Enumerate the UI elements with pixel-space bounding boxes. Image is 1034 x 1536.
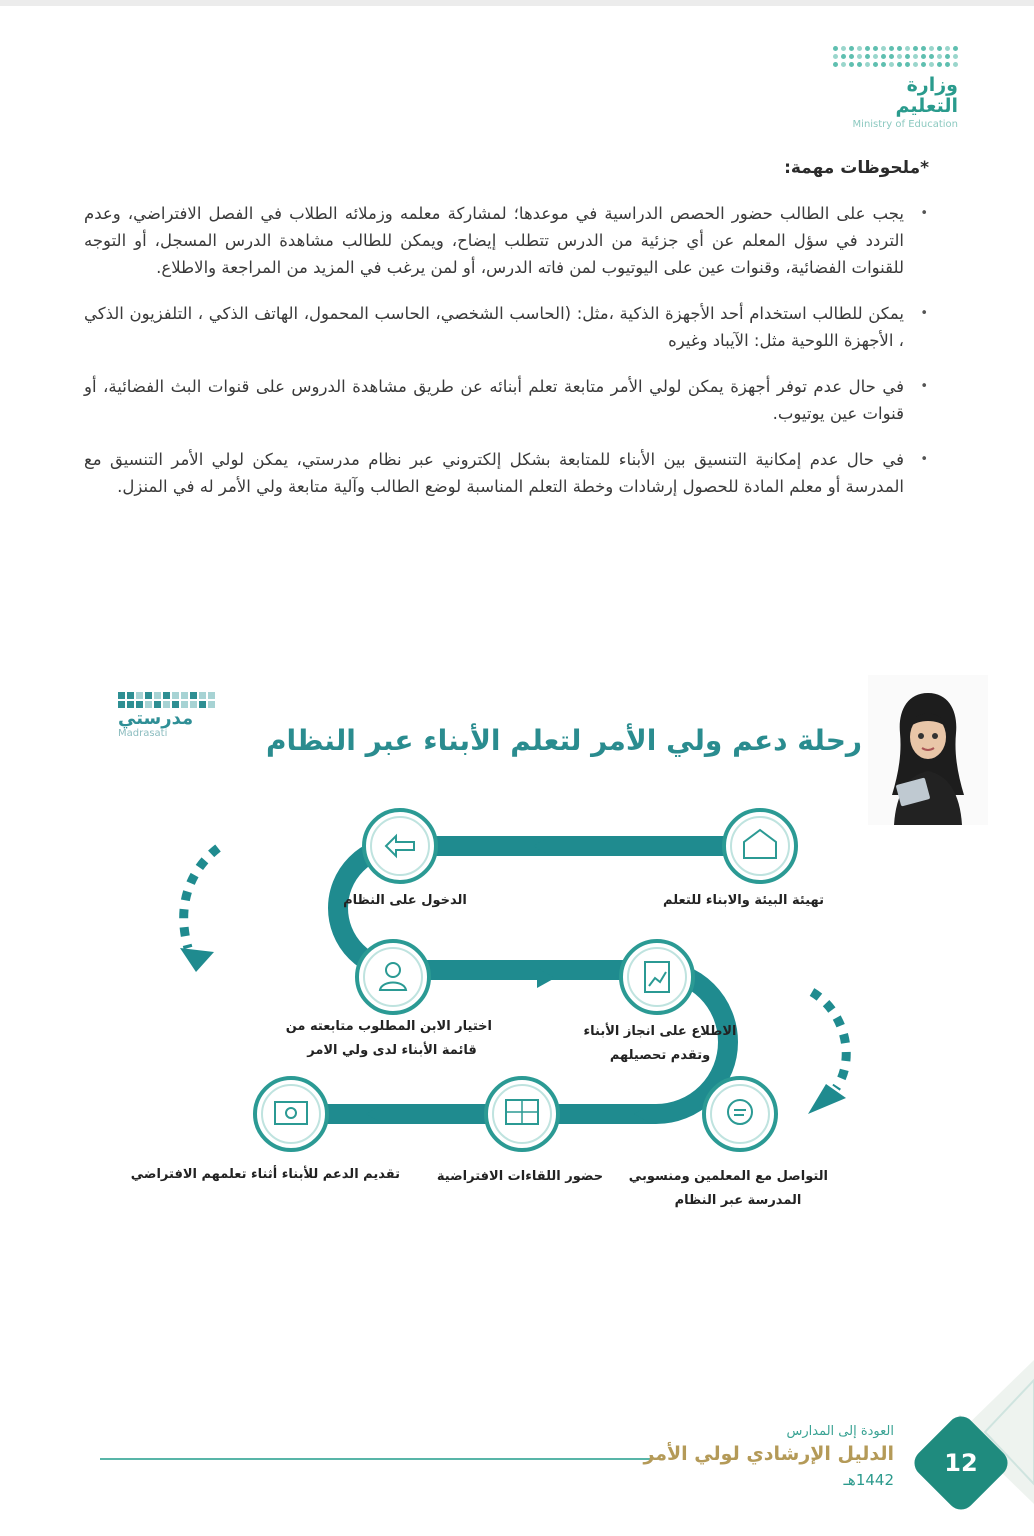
footer-text bbox=[643, 1424, 894, 1489]
note-item: • يجب على الطالب حضور الحصص الدراسية في موعدها؛ لمشاركة معلمه وزملائه الطلاب في الفصل الافتراضي، وعدم التردد في سؤل المعلم عن أي جزئية من الدرس تتطلب إيضاح، ويمكن للطالب مشاهدة الدرس المسجل، أو التوجه للقنوات الفضائية، وقنوات عين على اليوتيوب لمن فاته الدرس، أو لمن يرغب في المزيد من المراجعة والاطلاع. bbox=[84, 200, 904, 281]
note-item: • في حال عدم توفر أجهزة يمكن لولي الأمر متابعة تعلم أبنائه عن طريق مشاهدة الدروس على قنوات البث الفضائية، أو قنوات عين يوتيوب. bbox=[84, 373, 904, 427]
footer-line bbox=[100, 1458, 652, 1460]
footer-title: الدليل الإرشادي لولي الأمر bbox=[643, 1443, 894, 1465]
ministry-name-ar: وزارة التعليم bbox=[895, 74, 958, 117]
madrasati-logo-ar: مدرستي bbox=[118, 708, 194, 729]
notes-title: *ملحوظات مهمة: bbox=[784, 158, 929, 178]
note-item: • يمكن للطالب استخدام أحد الأجهزة الذكية ،مثل: (الحاسب الشخصي، الحاسب المحمول، الهاتف الذكي ، التلفزيون الذكي ، الأجهزة اللوحية مثل: الآيباد وغيره bbox=[84, 300, 904, 354]
step-7-label: تقديم الدعم للأبناء أثناء تعلمهم الافتراضي bbox=[130, 1167, 400, 1182]
step-1-label: تهيئة البيئة والابناء للتعلم bbox=[663, 893, 824, 908]
ministry-name-en: Ministry of Education bbox=[852, 118, 958, 130]
page-number: 12 bbox=[944, 1449, 978, 1477]
step-6-label: حضور اللقاءات الافتراضية bbox=[436, 1169, 604, 1184]
step-4-label: الاطلاع على انجاز الأبناء bbox=[583, 1024, 737, 1039]
step-5-label: التواصل مع المعلمين ومنسوبي bbox=[628, 1169, 828, 1184]
infographic-title: رحلة دعم ولي الأمر لتعلم الأبناء عبر النظام bbox=[265, 724, 862, 757]
step-4-label-line2: وتقدم تحصيلهم bbox=[609, 1048, 711, 1063]
step-3-label: اختيار الابن المطلوب متابعته من bbox=[285, 1019, 492, 1034]
note-item: • في حال عدم إمكانية التنسيق بين الأبناء للمتابعة بشكل إلكتروني عبر نظام مدرستي، يمكن لولي الأمر التنسيق مع المدرسة أو معلم المادة للحصول إرشادات وخطة التعلم المناسبة لوضع الطالب وآلية متابعة ولي الأمر له في المنزل. bbox=[84, 446, 904, 500]
footer-year: 1442هـ bbox=[843, 1471, 894, 1489]
footer-subtitle: العودة إلى المدارس bbox=[786, 1424, 894, 1439]
step-5-label-line2: المدرسة عبر النظام bbox=[674, 1193, 802, 1208]
step-3-label-line2: قائمة الأبناء لدى ولي الامر bbox=[307, 1043, 477, 1058]
madrasati-logo-en: Madrasati bbox=[118, 728, 168, 739]
step-2-label: الدخول على النظام bbox=[343, 893, 467, 908]
